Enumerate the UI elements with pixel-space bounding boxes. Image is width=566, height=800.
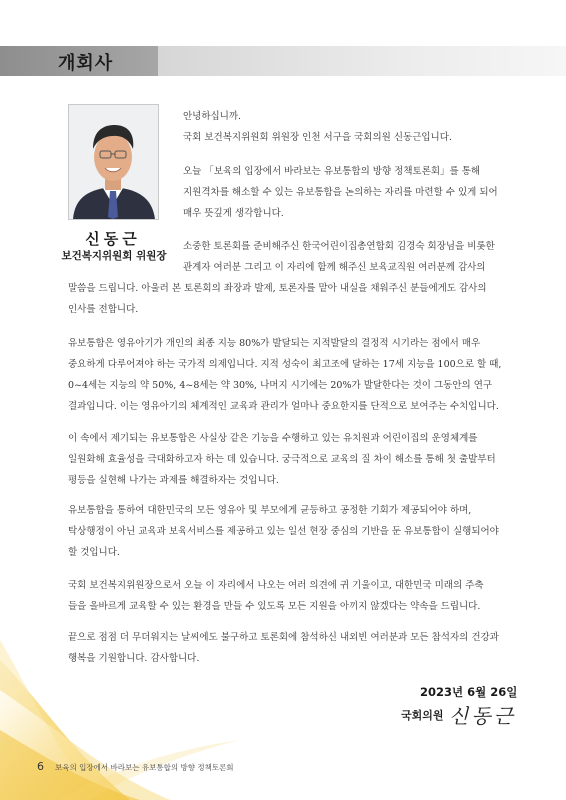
text-line: 결과입니다. 이는 영유아기의 체계적인 교육과 관리가 얼마나 중요한지를 단적으로 보여주는 수치입니다. xyxy=(68,401,499,412)
text-line: 오늘 「보육의 입장에서 바라보는 유보통합의 방향 정책토론회」를 통해 xyxy=(183,166,481,177)
text-line: 매우 뜻깊게 생각합니다. xyxy=(183,208,284,219)
portrait-image xyxy=(69,105,158,219)
speaker-name: 신동근 xyxy=(85,230,141,248)
text-line: 평등을 실현해 나가는 과제를 해결하자는 것입니다. xyxy=(68,475,279,486)
text-line: 유보통합을 통하여 대한민국의 모든 영유아 및 부모에게 균등하고 공정한 기회가 제공되어야 하며, xyxy=(68,505,472,516)
text-line: 행복을 기원합니다. 감사합니다. xyxy=(68,653,200,664)
paragraph-thanks-bottom xyxy=(68,278,487,320)
text-line: 할 것입니다. xyxy=(68,547,120,558)
footer-page-number: 6 xyxy=(37,760,44,773)
text-line: 끝으로 점점 더 무더워지는 날씨에도 불구하고 토론회에 참석하신 내외빈 여러분과 모든 참석자의 건강과 xyxy=(68,632,499,643)
text-line: 탁상행정이 아닌 교육과 보육서비스를 제공하고 있는 일선 현장 중심의 기반을 둔 유보통합이 실행되어야 xyxy=(68,526,499,537)
text-line: 인사를 전합니다. xyxy=(68,304,139,315)
paragraph-greeting xyxy=(183,106,452,148)
text-line: 이 속에서 제기되는 유보통합은 사실상 같은 기능을 수행하고 있는 유치원과 어린이집의 운영체계를 xyxy=(68,433,478,444)
text-line: 유보통합은 영유아기가 개인의 최종 지능 80%가 발달되는 지적발달의 결정적 시기라는 점에서 매우 xyxy=(68,338,481,349)
footer-doc-title: 보육의 입장에서 바라보는 유보통합의 방향 정책토론회 xyxy=(55,763,234,772)
paragraph-importance xyxy=(68,333,501,417)
paragraph-intro xyxy=(183,161,498,224)
paragraph-equal-opportunity xyxy=(68,500,499,563)
header-band xyxy=(0,46,566,76)
speaker-position: 보건복지위원회 위원장 xyxy=(61,250,167,262)
page-title: 개회사 xyxy=(58,53,114,74)
text-line: 지원격차를 해소할 수 있는 유보통합을 논의하는 자리를 마련할 수 있게 되어 xyxy=(183,187,498,198)
text-line: 국회 보건복지위원회 위원장 인천 서구을 국회의원 신동근입니다. xyxy=(183,132,452,143)
text-line: 중요하게 다루어져야 하는 국가적 의제입니다. 지적 성숙이 최고조에 달하는 17세 지능을 100으로 할 때, xyxy=(68,359,502,370)
signer-label: 국회의원 xyxy=(401,709,444,722)
text-line: 0~4세는 지능의 약 50%, 4~8세는 약 30%, 나머지 시기에는 20%가 발달한다는 것이 그동안의 연구 xyxy=(68,380,493,391)
closing-date: 2023년 6월 26일 xyxy=(420,685,518,699)
paragraph-thanks-top xyxy=(183,236,495,278)
paragraph-integration xyxy=(68,428,496,491)
text-line: 안녕하십니까. xyxy=(183,111,242,122)
paragraph-closing xyxy=(68,627,499,669)
text-line: 말씀을 드립니다. 아울러 본 토론회의 좌장과 발제, 토론자를 맡아 내실을 채워주신 분들에게도 감사의 xyxy=(68,283,487,294)
header-light-block xyxy=(158,46,566,76)
text-line: 관계자 여러분 그리고 이 자리에 함께 해주신 보육교직원 여러분께 감사의 xyxy=(183,262,486,273)
text-line: 일원화해 효율성을 극대화하고자 하는 데 있습니다. 궁극적으로 교육의 질 차이 해소를 통해 첫 출발부터 xyxy=(68,454,496,465)
text-line: 국회 보건복지위원장으로서 오늘 이 자리에서 나오는 여러 의견에 귀 기울이고, 대한민국 미래의 주축 xyxy=(68,580,484,591)
text-line: 들을 올바르게 교육할 수 있는 환경을 만들 수 있도록 모든 지원을 아끼지 않겠다는 약속을 드립니다. xyxy=(68,601,481,612)
handwritten-signature: 신동근 xyxy=(449,704,516,728)
paragraph-promise xyxy=(68,575,484,617)
speaker-portrait xyxy=(68,104,159,220)
text-line: 소중한 토론회를 준비해주신 한국어린이집총연합회 김경숙 회장님을 비롯한 xyxy=(183,241,495,252)
